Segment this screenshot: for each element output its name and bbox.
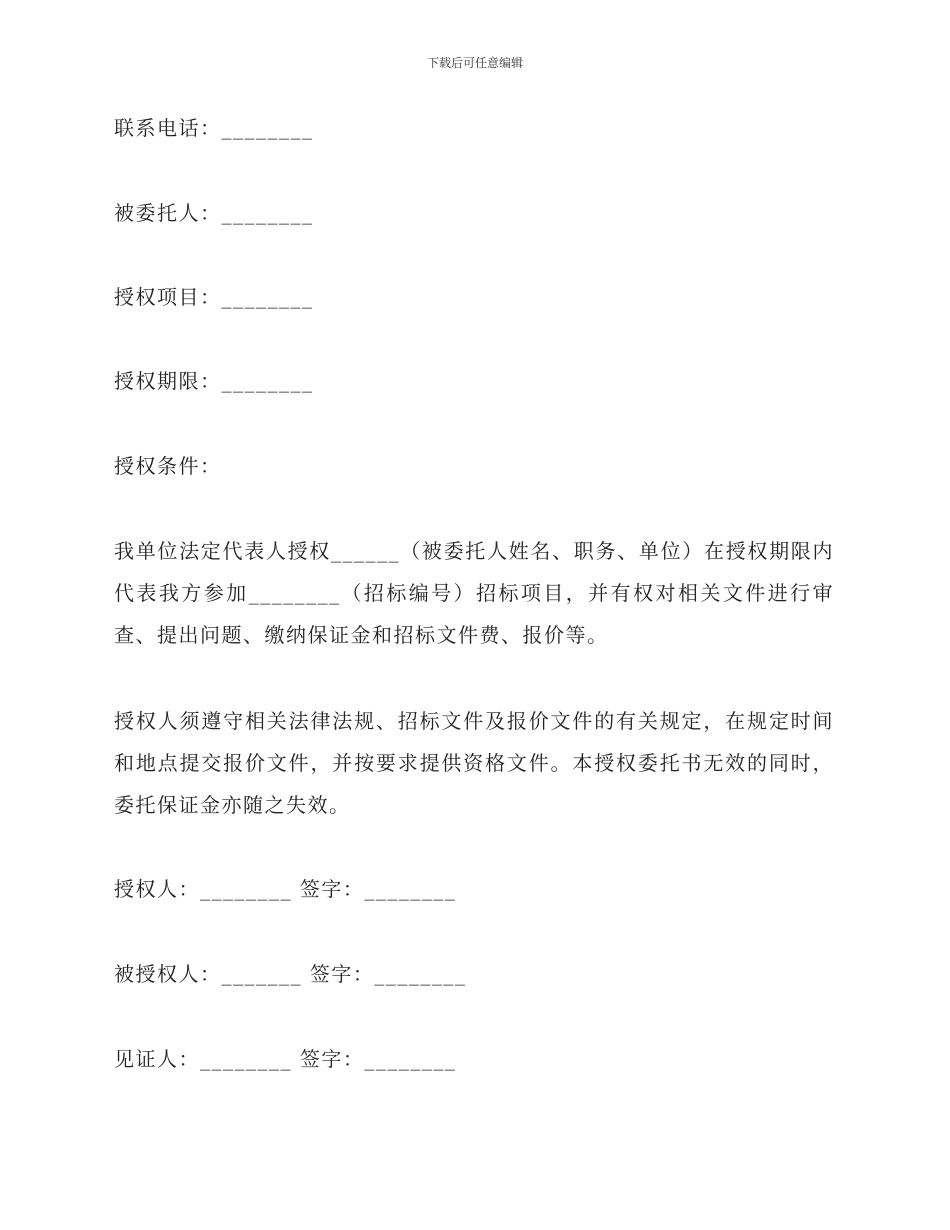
obligation-paragraph: 授权人须遵守相关法律法规、招标文件及报价文件的有关规定，在规定时间和地点提交报价文件，并按要求提供资格文件。本授权委托书无效的同时，委托保证金亦随之失效。 <box>114 709 834 817</box>
authorizer-signature-line: 授权人：________ 签字：________ <box>114 877 457 901</box>
contact-phone-field: 联系电话：________ <box>114 116 314 140</box>
authorization-paragraph: 我单位法定代表人授权______（被委托人姓名、职务、单位）在授权期限内代表我方参加________（招标编号）招标项目，并有权对相关文件进行审查、提出问题、缴纳保证金和招标文件费、报价等。 <box>114 539 834 647</box>
witness-signature-line: 见证人：________ 签字：________ <box>114 1047 457 1071</box>
page-header-note: 下载后可任意编辑 <box>426 56 523 70</box>
auth-conditions-label: 授权条件： <box>114 454 222 478</box>
authorized-signature-line: 被授权人：_______ 签字：________ <box>114 962 467 986</box>
auth-item-field: 授权项目：________ <box>114 285 314 309</box>
trustee-field: 被委托人：________ <box>114 201 314 225</box>
auth-period-field: 授权期限：________ <box>114 369 314 393</box>
